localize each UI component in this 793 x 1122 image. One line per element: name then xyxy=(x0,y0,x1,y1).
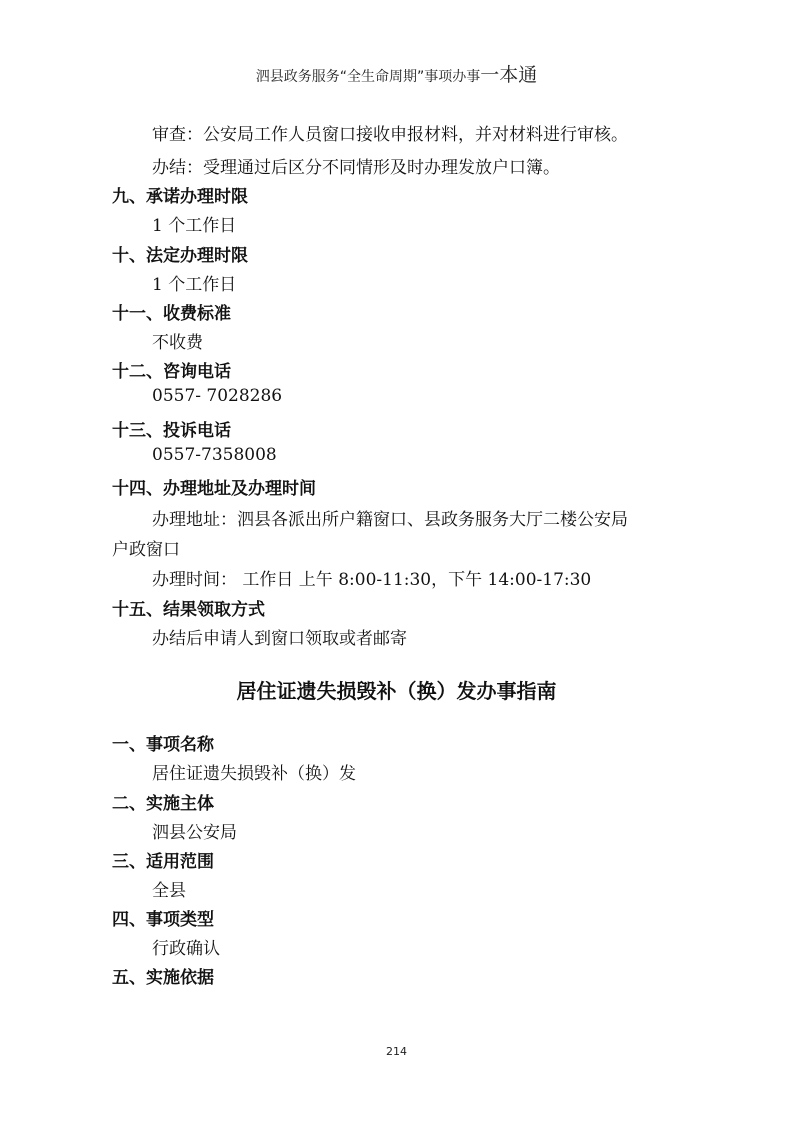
section-heading-implementing-body: 二、实施主体 xyxy=(112,794,214,814)
result-pickup-value: 办结后申请人到窗口领取或者邮寄 xyxy=(152,629,407,649)
promised-time-value: 1 个工作日 xyxy=(152,216,237,236)
review-paragraph: 审查：公安局工作人员窗口接收申报材料，并对材料进行审核。 xyxy=(152,125,628,145)
item-type-value: 行政确认 xyxy=(152,939,220,959)
address-line-2: 户政窗口 xyxy=(112,540,180,560)
page-header xyxy=(0,60,793,87)
section-heading-address-time: 十四、办理地址及办理时间 xyxy=(112,479,316,499)
implementing-body-value: 泗县公安局 xyxy=(152,823,237,843)
header-text: 泗县政务服务“全生命周期”事项办事 xyxy=(255,69,481,85)
scope-value: 全县 xyxy=(152,881,186,901)
section-heading-consult-phone: 十二、咨询电话 xyxy=(112,362,231,382)
guide-title: 居住证遗失损毁补（换）发办事指南 xyxy=(236,679,557,703)
section-heading-scope: 三、适用范围 xyxy=(112,852,214,872)
section-heading-result-pickup: 十五、结果领取方式 xyxy=(112,600,265,620)
section-heading-legal-basis: 五、实施依据 xyxy=(112,968,214,988)
consult-phone-value: 0557- 7028286 xyxy=(152,386,283,406)
header-text-large: 一本通 xyxy=(480,64,538,86)
page-number: 214 xyxy=(386,1045,407,1058)
item-name-value: 居住证遗失损毁补（换）发 xyxy=(152,764,356,784)
section-heading-item-type: 四、事项类型 xyxy=(112,910,214,930)
section-heading-complaint-phone: 十三、投诉电话 xyxy=(112,421,231,441)
completion-paragraph: 办结：受理通过后区分不同情形及时办理发放户口簿。 xyxy=(152,158,560,178)
section-heading-legal-time: 十、法定办理时限 xyxy=(112,246,248,266)
fee-value: 不收费 xyxy=(152,333,203,353)
address-line-1: 办理地址：泗县各派出所户籍窗口、县政务服务大厅二楼公安局 xyxy=(152,510,628,530)
section-heading-item-name: 一、事项名称 xyxy=(112,735,214,755)
legal-time-value: 1 个工作日 xyxy=(152,275,237,295)
office-hours: 办理时间： 工作日 上午 8:00-11:30，下午 14:00-17:30 xyxy=(152,570,592,590)
section-heading-promised-time: 九、承诺办理时限 xyxy=(112,187,248,207)
section-heading-fee: 十一、收费标准 xyxy=(112,304,231,324)
complaint-phone-value: 0557-7358008 xyxy=(152,445,277,465)
